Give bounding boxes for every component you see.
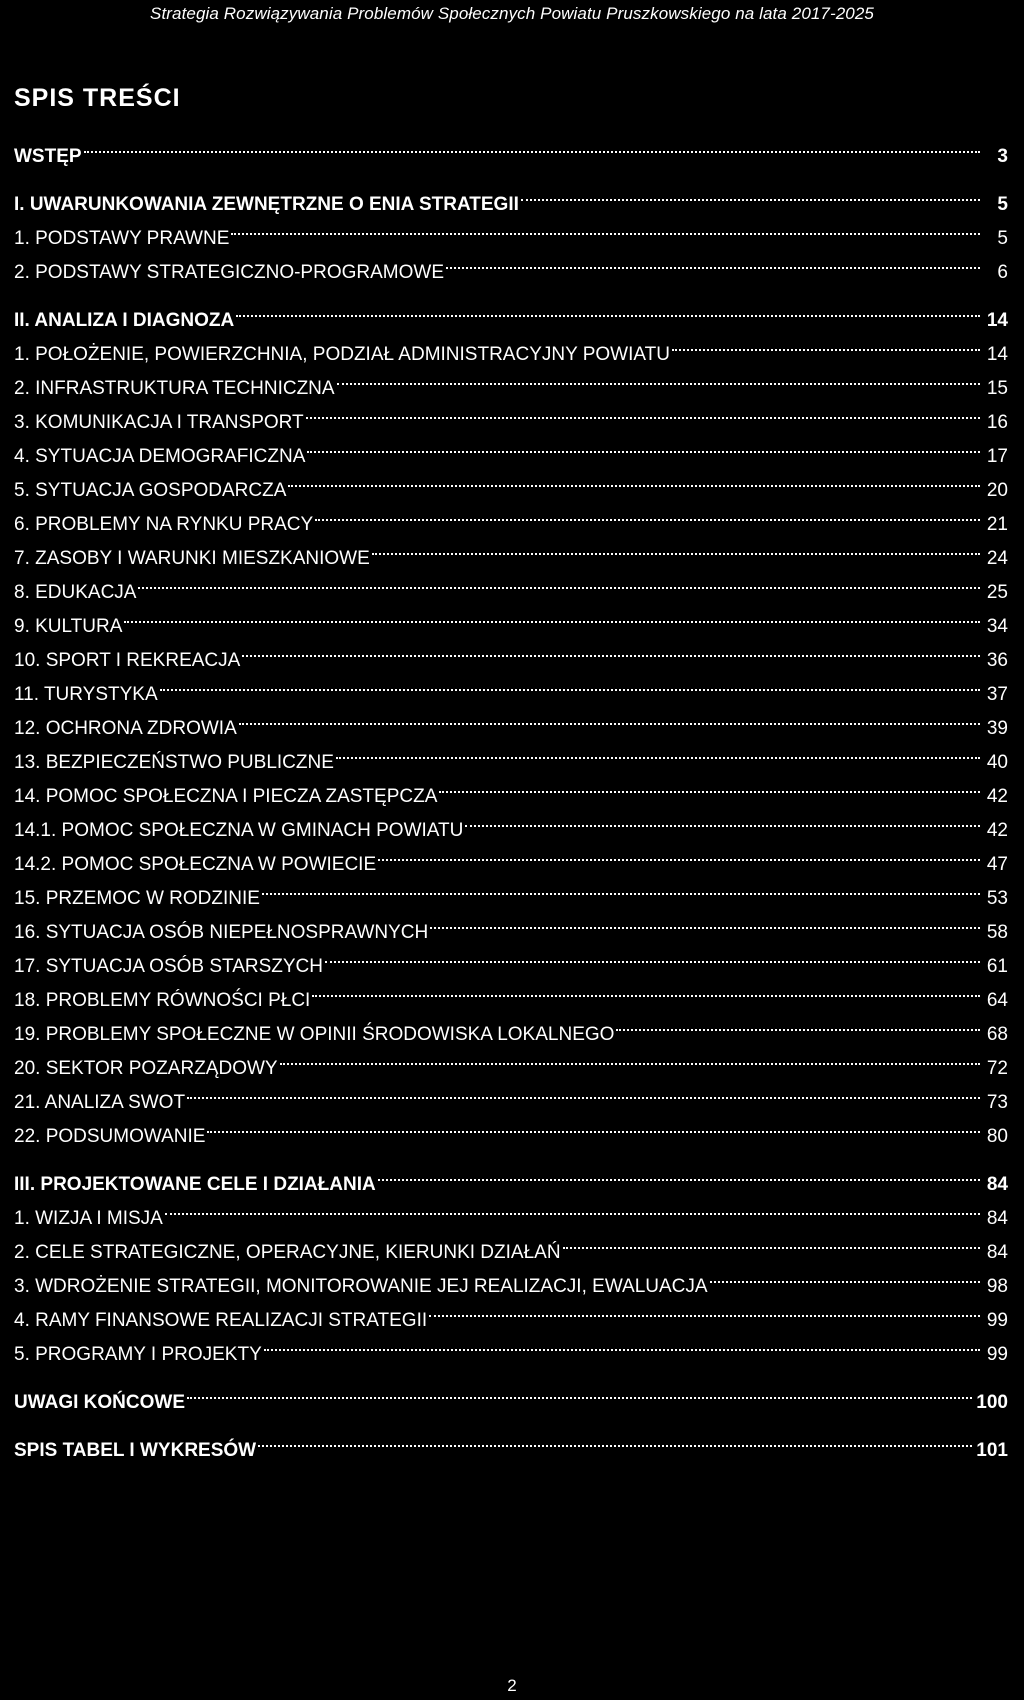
toc-entry-page: 100 xyxy=(976,1392,1008,1413)
dot-leader xyxy=(672,326,980,360)
toc-entry[interactable] xyxy=(14,210,1008,249)
dot-leader xyxy=(187,1374,972,1408)
toc-entry-page: 3 xyxy=(997,146,1008,167)
dot-leader xyxy=(124,598,980,632)
toc-entry-page: 39 xyxy=(986,718,1008,739)
toc-entry-label: 1. PODSTAWY PRAWNE xyxy=(14,228,230,249)
toc-entry[interactable] xyxy=(14,598,1008,637)
toc-entry-label: SPIS TABEL I WYKRESÓW xyxy=(14,1440,257,1461)
dot-leader xyxy=(84,128,980,162)
toc-entry-label: 1. WIZJA I MISJA xyxy=(14,1208,163,1229)
toc-entry[interactable] xyxy=(14,700,1008,739)
page-number: 2 xyxy=(507,1676,517,1695)
toc-entry-label: I. UWARUNKOWANIA ZEWNĘTRZNE O ENIA STRATEGII xyxy=(14,194,519,215)
toc-entry-label: 2. PODSTAWY STRATEGICZNO-PROGRAMOWE xyxy=(14,262,444,283)
toc-entry-label: 14. POMOC SPOŁECZNA I PIECZA ZASTĘPCZA xyxy=(14,786,438,807)
toc-entry[interactable] xyxy=(14,666,1008,705)
dot-leader xyxy=(710,1258,980,1292)
toc-entry-label: 14.1. POMOC SPOŁECZNA W GMINACH POWIATU xyxy=(14,820,464,841)
toc-chapter-entry[interactable] xyxy=(14,1156,1008,1195)
toc-entry[interactable] xyxy=(14,1040,1008,1079)
toc-entry-label: 13. BEZPIECZEŃSTWO PUBLICZNE xyxy=(14,752,334,773)
dot-leader xyxy=(430,904,980,938)
toc-entry[interactable] xyxy=(14,326,1008,365)
toc-entry[interactable] xyxy=(14,530,1008,569)
toc-entry-page: 42 xyxy=(986,820,1008,841)
dot-leader xyxy=(138,564,980,598)
toc-entry[interactable] xyxy=(14,1074,1008,1113)
toc-entry-label: 14.2. POMOC SPOŁECZNA W POWIECIE xyxy=(14,854,377,875)
toc-entry-label: 3. WDROŻENIE STRATEGII, MONITOROWANIE JEJ REALIZACJI, EWALUACJA xyxy=(14,1276,708,1297)
toc-entry[interactable] xyxy=(14,564,1008,603)
toc-entry-page: 98 xyxy=(986,1276,1008,1297)
dot-leader xyxy=(258,1422,972,1456)
toc-entry-page: 58 xyxy=(986,922,1008,943)
toc-entry-label: 8. EDUKACJA xyxy=(14,582,137,603)
toc-entry-page: 15 xyxy=(986,378,1008,399)
toc-entry-page: 37 xyxy=(986,684,1008,705)
toc-entry-page: 42 xyxy=(986,786,1008,807)
dot-leader xyxy=(439,768,980,802)
table-of-contents xyxy=(14,128,1008,1461)
toc-entry-label: 2. CELE STRATEGICZNE, OPERACYJNE, KIERUNKI DZIAŁAŃ xyxy=(14,1242,561,1263)
dot-leader xyxy=(521,176,980,210)
toc-entry-label: UWAGI KOŃCOWE xyxy=(14,1392,185,1413)
toc-entry[interactable] xyxy=(14,734,1008,773)
toc-entry-label: III. PROJEKTOWANE CELE I DZIAŁANIA xyxy=(14,1174,376,1195)
toc-entry[interactable] xyxy=(14,1006,1008,1045)
dot-leader xyxy=(429,1292,980,1326)
dot-leader xyxy=(378,836,980,870)
toc-entry-page: 5 xyxy=(997,194,1008,215)
toc-entry-page: 24 xyxy=(986,548,1008,569)
toc-entry-page: 21 xyxy=(986,514,1008,535)
toc-entry[interactable] xyxy=(14,972,1008,1011)
toc-entry-label: 22. PODSUMOWANIE xyxy=(14,1126,206,1147)
toc-entry-label: 17. SYTUACJA OSÓB STARSZYCH xyxy=(14,956,324,977)
toc-entry-page: 84 xyxy=(986,1208,1008,1229)
dot-leader xyxy=(280,1040,980,1074)
toc-entry[interactable] xyxy=(14,1258,1008,1297)
toc-entry-label: 5. PROGRAMY I PROJEKTY xyxy=(14,1344,262,1365)
toc-entry-label: 4. RAMY FINANSOWE REALIZACJI STRATEGII xyxy=(14,1310,428,1331)
toc-entry-label: II. ANALIZA I DIAGNOZA xyxy=(14,310,235,331)
toc-entry-label: 16. SYTUACJA OSÓB NIEPEŁNOSPRAWNYCH xyxy=(14,922,429,943)
toc-entry-page: 64 xyxy=(986,990,1008,1011)
toc-entry-page: 53 xyxy=(986,888,1008,909)
dot-leader xyxy=(239,700,980,734)
toc-entry-page: 80 xyxy=(986,1126,1008,1147)
toc-entry-label: 1. POŁOŻENIE, POWIERZCHNIA, PODZIAŁ ADMINISTRACYJNY POWIATU xyxy=(14,344,670,365)
toc-entry[interactable] xyxy=(14,428,1008,467)
dot-leader xyxy=(336,734,980,768)
toc-entry-page: 40 xyxy=(986,752,1008,773)
toc-chapter-entry[interactable] xyxy=(14,1374,1008,1413)
toc-entry[interactable] xyxy=(14,1108,1008,1147)
dot-leader xyxy=(207,1108,980,1142)
dot-leader xyxy=(236,292,980,326)
toc-entry-label: 7. ZASOBY I WARUNKI MIESZKANIOWE xyxy=(14,548,370,569)
toc-entry[interactable] xyxy=(14,1326,1008,1365)
toc-entry-label: 12. OCHRONA ZDROWIA xyxy=(14,718,237,739)
toc-entry[interactable] xyxy=(14,394,1008,433)
toc-entry-page: 101 xyxy=(976,1440,1008,1461)
dot-leader xyxy=(446,244,980,278)
toc-entry-label: 4. SYTUACJA DEMOGRAFICZNA xyxy=(14,446,306,467)
toc-entry-label: 20. SEKTOR POZARZĄDOWY xyxy=(14,1058,278,1079)
toc-entry-label: WSTĘP xyxy=(14,146,82,167)
document-header: Strategia Rozwiązywania Problemów Społecznych Powiatu Pruszkowskiego na lata 2017-2025 xyxy=(150,4,874,23)
dot-leader xyxy=(288,462,980,496)
toc-entry[interactable] xyxy=(14,496,1008,535)
toc-entry-label: 9. KULTURA xyxy=(14,616,123,637)
toc-entry-label: 3. KOMUNIKACJA I TRANSPORT xyxy=(14,412,304,433)
dot-leader xyxy=(337,360,980,394)
toc-entry-page: 47 xyxy=(986,854,1008,875)
dot-leader xyxy=(165,1190,980,1224)
toc-entry-page: 68 xyxy=(986,1024,1008,1045)
toc-entry[interactable] xyxy=(14,836,1008,875)
dot-leader xyxy=(231,210,980,244)
toc-entry[interactable] xyxy=(14,360,1008,399)
toc-entry-label: 2. INFRASTRUKTURA TECHNICZNA xyxy=(14,378,335,399)
toc-entry-page: 73 xyxy=(986,1092,1008,1113)
toc-entry-page: 6 xyxy=(997,262,1008,283)
dot-leader xyxy=(307,428,980,462)
toc-entry[interactable] xyxy=(14,938,1008,977)
toc-entry-label: 19. PROBLEMY SPOŁECZNE W OPINII ŚRODOWISKA LOKALNEGO xyxy=(14,1024,615,1045)
toc-entry-page: 14 xyxy=(986,310,1008,331)
toc-entry-label: 10. SPORT I REKREACJA xyxy=(14,650,241,671)
toc-entry-page: 84 xyxy=(986,1174,1008,1195)
toc-entry-page: 36 xyxy=(986,650,1008,671)
toc-chapter-entry[interactable] xyxy=(14,128,1008,167)
dot-leader xyxy=(378,1156,980,1190)
dot-leader xyxy=(264,1326,980,1360)
toc-title: SPIS TREŚCI xyxy=(14,84,181,112)
toc-entry[interactable] xyxy=(14,802,1008,841)
dot-leader xyxy=(563,1224,980,1258)
toc-chapter-entry[interactable] xyxy=(14,292,1008,331)
toc-entry-page: 14 xyxy=(986,344,1008,365)
toc-entry[interactable] xyxy=(14,462,1008,501)
toc-entry-page: 99 xyxy=(986,1344,1008,1365)
toc-entry-label: 15. PRZEMOC W RODZINIE xyxy=(14,888,260,909)
toc-entry-page: 99 xyxy=(986,1310,1008,1331)
toc-entry[interactable] xyxy=(14,1190,1008,1229)
toc-entry[interactable] xyxy=(14,632,1008,671)
toc-entry-label: 5. SYTUACJA GOSPODARCZA xyxy=(14,480,287,501)
dot-leader xyxy=(187,1074,980,1108)
toc-entry-page: 20 xyxy=(986,480,1008,501)
toc-entry-page: 84 xyxy=(986,1242,1008,1263)
dot-leader xyxy=(315,496,980,530)
dot-leader xyxy=(306,394,980,428)
dot-leader xyxy=(312,972,980,1006)
dot-leader xyxy=(465,802,980,836)
toc-entry[interactable] xyxy=(14,1224,1008,1263)
toc-entry-page: 72 xyxy=(986,1058,1008,1079)
toc-entry-page: 25 xyxy=(986,582,1008,603)
section-gap xyxy=(14,162,1008,176)
toc-entry-label: 18. PROBLEMY RÓWNOŚCI PŁCI xyxy=(14,990,311,1011)
dot-leader xyxy=(616,1006,980,1040)
dot-leader xyxy=(262,870,980,904)
toc-entry-page: 17 xyxy=(986,446,1008,467)
toc-entry-page: 5 xyxy=(997,228,1008,249)
toc-entry-page: 34 xyxy=(986,616,1008,637)
toc-entry[interactable] xyxy=(14,904,1008,943)
toc-chapter-entry[interactable] xyxy=(14,1422,1008,1461)
toc-entry[interactable] xyxy=(14,768,1008,807)
dot-leader xyxy=(325,938,980,972)
dot-leader xyxy=(372,530,980,564)
toc-entry-label: 21. ANALIZA SWOT xyxy=(14,1092,186,1113)
toc-chapter-entry[interactable] xyxy=(14,176,1008,215)
toc-entry-label: 6. PROBLEMY NA RYNKU PRACY xyxy=(14,514,314,535)
dot-leader xyxy=(160,666,980,700)
toc-entry-page: 61 xyxy=(986,956,1008,977)
toc-entry[interactable] xyxy=(14,244,1008,283)
toc-entry[interactable] xyxy=(14,870,1008,909)
toc-entry[interactable] xyxy=(14,1292,1008,1331)
dot-leader xyxy=(242,632,980,666)
toc-entry-page: 16 xyxy=(986,412,1008,433)
toc-entry-label: 11. TURYSTYKA xyxy=(14,684,158,705)
